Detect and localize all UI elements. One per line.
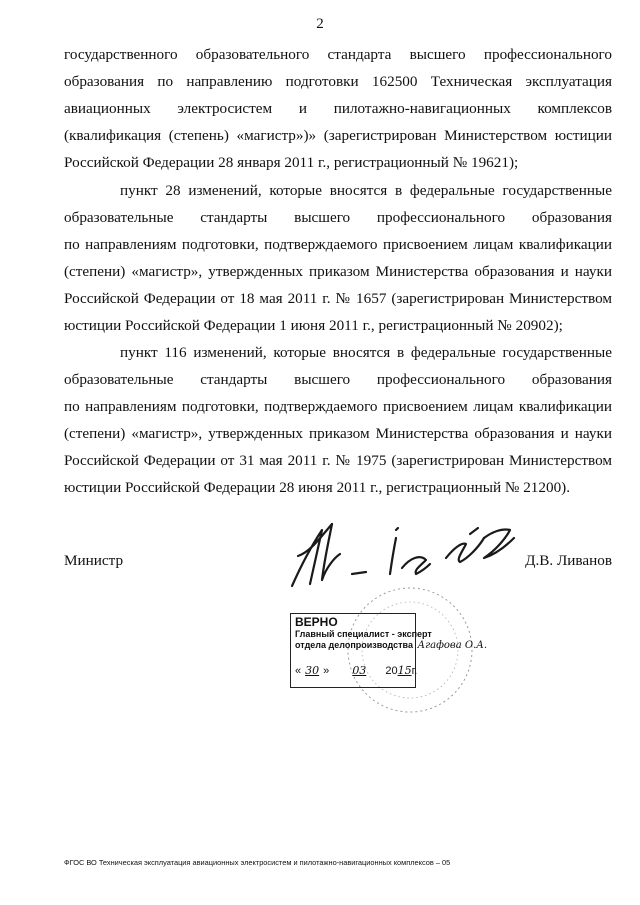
paragraph-line: юстиции Российской Федерации 28 июня 2011 г., регистрационный № 21200). xyxy=(64,479,571,496)
minister-title: Министр xyxy=(64,552,124,569)
paragraph-line: по направлениям подготовки, подтверждаемого присвоением лицам квалификации xyxy=(64,236,612,253)
stamp-department: отдела делопроизводства Агафова О.А. xyxy=(295,640,488,651)
paragraph-line: Российской Федерации 28 января 2011 г., регистрационный № 19621); xyxy=(64,154,519,171)
page-number: 2 xyxy=(316,16,324,32)
stamp-year-suffix: 15 xyxy=(397,664,412,677)
paragraph-line: (степени) «магистр», утвержденных приказом Министерства образования и науки xyxy=(64,425,612,442)
document-footer: ФГОС ВО Техническая эксплуатация авиационных электросистем и пилотажно-навигационных комплексов – 05 xyxy=(64,858,451,867)
paragraph-item-28 xyxy=(64,177,612,339)
paragraph-line: Российской Федерации от 31 мая 2011 г. № 1975 (зарегистрирован Министерством xyxy=(64,452,612,469)
minister-name: Д.В. Ливанов xyxy=(525,552,612,569)
stamp-month: 03 xyxy=(352,664,367,677)
paragraph-continuation xyxy=(64,41,612,176)
paragraph-line: образовательные стандарты высшего профессионального образования xyxy=(64,209,612,226)
paragraph-line: юстиции Российской Федерации 1 июня 2011 г., регистрационный № 20902); xyxy=(64,317,563,334)
paragraph-line: образования по направлению подготовки 162500 Техническая эксплуатация xyxy=(64,73,612,90)
stamp-day: 30 xyxy=(305,664,320,677)
paragraph-line: образовательные стандарты высшего профессионального образования xyxy=(64,371,612,388)
paragraph-item-116 xyxy=(64,339,612,501)
paragraph-line: (квалификация (степень) «магистр»)» (зарегистрирован Министерством юстиции xyxy=(64,127,612,144)
stamp-position: Главный специалист - эксперт xyxy=(295,629,432,639)
paragraph-line: пункт 116 изменений, которые вносятся в федеральные государственные xyxy=(120,344,612,361)
stamp-date: « 30 » 03 2015г. xyxy=(295,664,418,677)
paragraph-line: (степени) «магистр», утвержденных приказом Министерства образования и науки xyxy=(64,263,612,280)
stamp-year-prefix: 20 xyxy=(385,665,398,677)
stamp-signer: Агафова О.А. xyxy=(417,640,488,651)
paragraph-line: по направлениям подготовки, подтверждаемого присвоением лицам квалификации xyxy=(64,398,612,415)
certified-copy-stamp xyxy=(290,613,488,688)
paragraph-line: государственного образовательного стандарта высшего профессионального xyxy=(64,46,612,63)
stamp-title: ВЕРНО xyxy=(295,615,338,629)
paragraph-line: авиационных электросистем и пилотажно-навигационных комплексов xyxy=(64,100,612,117)
stamp-year-mark: г. xyxy=(411,665,418,677)
paragraph-line: Российской Федерации от 18 мая 2011 г. № 1657 (зарегистрирован Министерством xyxy=(64,290,612,307)
paragraph-line: пункт 28 изменений, которые вносятся в федеральные государственные xyxy=(120,182,612,199)
